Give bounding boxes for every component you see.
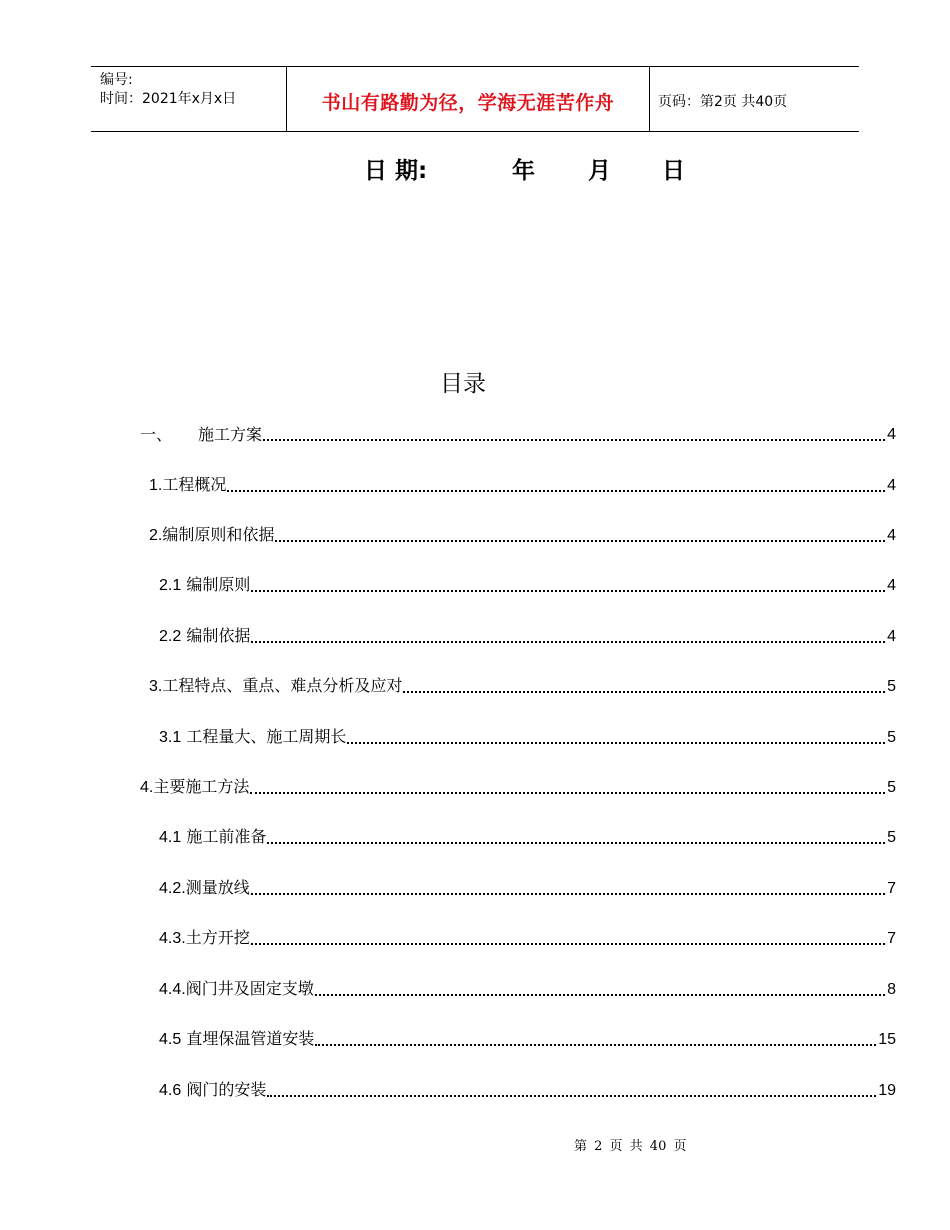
toc-leader-dots bbox=[251, 943, 885, 945]
toc-entry-page: 5 bbox=[887, 779, 896, 796]
toc-leader-dots bbox=[267, 842, 885, 844]
toc-entry-page: 15 bbox=[878, 1031, 896, 1048]
toc-entry-page: 19 bbox=[878, 1082, 896, 1099]
toc-entry-number: 2.2 bbox=[159, 628, 182, 645]
toc-leader-dots bbox=[403, 691, 885, 693]
toc-leader-dots bbox=[227, 490, 885, 492]
toc-entry[interactable] bbox=[159, 928, 896, 950]
date-year: 年 bbox=[512, 158, 535, 184]
toc-entry[interactable] bbox=[149, 475, 896, 497]
toc-entry-number: 一、 bbox=[140, 425, 173, 444]
toc-entry-label: 工程量大、施工周期长 bbox=[186, 727, 347, 746]
toc-entry[interactable] bbox=[149, 676, 896, 698]
toc-leader-dots bbox=[251, 641, 885, 643]
toc-entry-number: 4.5 bbox=[159, 1031, 182, 1048]
toc-entry-page: 7 bbox=[887, 930, 896, 947]
time-line: 时间：2021年x月x日 bbox=[100, 91, 237, 107]
toc-entry-number: 4. bbox=[140, 779, 154, 796]
header-slogan-cell bbox=[287, 67, 650, 131]
toc-entry-label: 编制原则和依据 bbox=[162, 525, 275, 544]
toc-entry-label: 施工前准备 bbox=[186, 827, 267, 846]
toc-entry-page: 8 bbox=[887, 981, 896, 998]
toc-entry[interactable] bbox=[159, 727, 896, 749]
toc-title: 目录 bbox=[440, 371, 486, 397]
header-meta-cell bbox=[91, 67, 287, 131]
toc-leader-dots bbox=[263, 439, 885, 441]
date-label: 日 期: bbox=[364, 158, 428, 184]
header-page-cell bbox=[650, 67, 859, 131]
serial-number-label: 编号: bbox=[100, 72, 133, 88]
toc-leader-dots bbox=[251, 893, 885, 895]
toc-entry-label: 直埋保温管道安装 bbox=[186, 1029, 315, 1048]
toc-leader-dots bbox=[315, 1044, 876, 1046]
header-page-info: 页码：第2页 共40页 bbox=[658, 94, 788, 110]
date-month: 月 bbox=[588, 158, 611, 184]
toc-entry-number: 3.1 bbox=[159, 729, 182, 746]
toc-entry[interactable] bbox=[140, 777, 896, 799]
toc-entry-number: 4.2. bbox=[159, 880, 186, 897]
toc-leader-dots bbox=[250, 792, 885, 794]
toc-entry-label: 编制原则 bbox=[186, 575, 251, 594]
toc-leader-dots bbox=[347, 742, 885, 744]
toc-entry-label: 施工方案 bbox=[198, 425, 263, 444]
toc-leader-dots bbox=[267, 1095, 876, 1097]
toc-entry-label: 土方开挖 bbox=[185, 928, 250, 947]
toc-entry-number: 4.4. bbox=[159, 981, 186, 998]
toc-entry[interactable] bbox=[159, 575, 896, 597]
page-footer: 第 2 页 共 40 页 bbox=[574, 1139, 687, 1154]
toc-entry-page: 4 bbox=[887, 628, 896, 645]
toc-entry-page: 5 bbox=[887, 829, 896, 846]
toc-entry[interactable] bbox=[159, 979, 896, 1001]
toc-leader-dots bbox=[251, 590, 885, 592]
toc-entry-page: 4 bbox=[887, 477, 896, 494]
toc-entry-label: 工程特点、重点、难点分析及应对 bbox=[162, 676, 403, 695]
toc-entry-number: 3. bbox=[149, 678, 163, 695]
toc-entry-number: 4.6 bbox=[159, 1082, 182, 1099]
toc-entry[interactable] bbox=[159, 1029, 896, 1051]
toc-entry-page: 5 bbox=[887, 729, 896, 746]
toc-entry-label: 阀门井及固定支墩 bbox=[185, 979, 314, 998]
toc-entry-page: 4 bbox=[887, 426, 896, 443]
date-day: 日 bbox=[662, 158, 685, 184]
header-slogan: 书山有路勤为径，学海无涯苦作舟 bbox=[321, 91, 615, 114]
toc-entry-number: 1. bbox=[149, 477, 163, 494]
toc-entry-number: 4.1 bbox=[159, 829, 182, 846]
date-line bbox=[364, 152, 724, 186]
toc-entry-page: 4 bbox=[887, 527, 896, 544]
toc-leader-dots bbox=[275, 540, 885, 542]
toc-entry-number: 4.3. bbox=[159, 930, 186, 947]
toc-entry-label: 编制依据 bbox=[186, 626, 251, 645]
toc-entry[interactable] bbox=[159, 626, 896, 648]
toc-entry-label: 主要施工方法 bbox=[153, 777, 250, 796]
toc-entry-label: 测量放线 bbox=[185, 878, 250, 897]
toc-entry[interactable] bbox=[159, 878, 896, 900]
toc-entry-number: 2. bbox=[149, 527, 163, 544]
toc-entry-label: 阀门的安装 bbox=[186, 1080, 267, 1099]
toc-entry[interactable] bbox=[159, 1080, 896, 1102]
toc-entry[interactable] bbox=[140, 424, 896, 446]
toc-entry-page: 4 bbox=[887, 577, 896, 594]
toc-entry[interactable] bbox=[149, 525, 896, 547]
toc-leader-dots bbox=[315, 994, 885, 996]
page-header bbox=[91, 66, 859, 132]
toc-entry-page: 7 bbox=[887, 880, 896, 897]
toc-entry[interactable] bbox=[159, 827, 896, 849]
toc-entry-page: 5 bbox=[887, 678, 896, 695]
toc-entry-label: 工程概况 bbox=[162, 475, 227, 494]
toc-entry-number: 2.1 bbox=[159, 577, 182, 594]
